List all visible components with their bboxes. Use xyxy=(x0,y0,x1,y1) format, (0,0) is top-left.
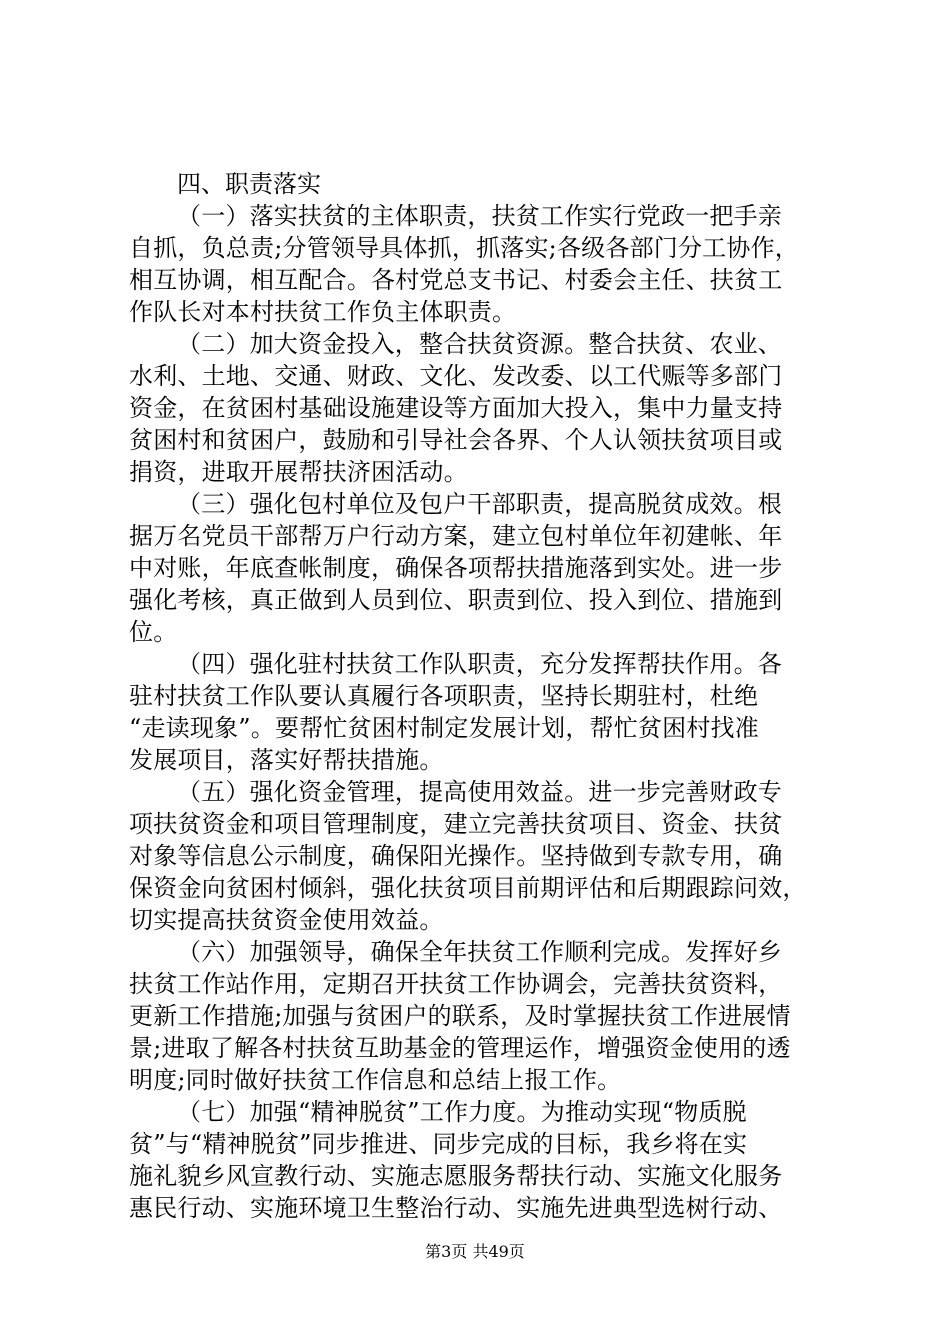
text-line: 强化考核，真正做到人员到位、职责到位、投入到位、措施到 xyxy=(129,586,783,614)
text-line: 水利、土地、交通、财政、文化、发改委、以工代赈等多部门 xyxy=(129,362,783,390)
text-line: 中对账，年底查帐制度，确保各项帮扶措施落到实处。进一步 xyxy=(129,554,783,582)
text-line: （二）加大资金投入，整合扶贫资源。整合扶贫、农业、 xyxy=(177,330,782,358)
text-line: 明度;同时做好扶贫工作信息和总结上报工作。 xyxy=(129,1066,622,1094)
page-number-footer: 第3页 共49页 xyxy=(425,1242,525,1261)
text-line: “走读现象”。要帮忙贫困村制定发展计划，帮忙贫困村找准 xyxy=(129,714,759,742)
text-line: 保资金向贫困村倾斜，强化扶贫项目前期评估和后期跟踪问效， xyxy=(129,874,807,902)
text-line: 切实提高扶贫资金使用效益。 xyxy=(129,906,444,934)
text-line: 更新工作措施;加强与贫困户的联系，及时掌握扶贫工作进展情 xyxy=(129,1002,791,1030)
text-line: 惠民行动、实施环境卫生整治行动、实施先进典型选树行动、 xyxy=(129,1194,783,1222)
text-line: 作队长对本村扶贫工作负主体职责。 xyxy=(129,298,517,326)
text-line: 相互协调，相互配合。各村党总支书记、村委会主任、扶贫工 xyxy=(129,266,783,294)
text-line: 捐资，进取开展帮扶济困活动。 xyxy=(129,458,468,486)
text-line: 资金，在贫困村基础设施建设等方面加大投入，集中力量支持 xyxy=(129,394,783,422)
text-line: 对象等信息公示制度，确保阳光操作。坚持做到专款专用，确 xyxy=(129,842,783,870)
section-heading: 四、职责落实 xyxy=(177,170,321,198)
text-line: 景;进取了解各村扶贫互助基金的管理运作，增强资金使用的透 xyxy=(129,1034,791,1062)
text-line: （七）加强“精神脱贫”工作力度。为推动实现“物质脱 xyxy=(177,1098,747,1126)
text-line: （三）强化包村单位及包户干部职责，提高脱贫成效。根 xyxy=(177,490,782,518)
text-line: 贫困村和贫困户，鼓励和引导社会各界、个人认领扶贫项目或 xyxy=(129,426,783,454)
text-line: 位。 xyxy=(129,618,178,646)
document-body xyxy=(129,168,833,1224)
text-line: （六）加强领导，确保全年扶贫工作顺利完成。发挥好乡 xyxy=(177,938,782,966)
text-line: （五）强化资金管理，提高使用效益。进一步完善财政专 xyxy=(177,778,782,806)
text-line: 扶贫工作站作用，定期召开扶贫工作协调会，完善扶贫资料， xyxy=(129,970,783,998)
text-line: 项扶贫资金和项目管理制度，建立完善扶贫项目、资金、扶贫 xyxy=(129,810,783,838)
paragraph-lines xyxy=(129,200,833,1224)
text-line: 发展项目，落实好帮扶措施。 xyxy=(129,746,444,774)
text-line: （一）落实扶贫的主体职责，扶贫工作实行党政一把手亲 xyxy=(177,202,782,230)
text-line: 自抓，负总责;分管领导具体抓，抓落实;各级各部门分工协作， xyxy=(129,234,799,262)
text-line: 施礼貌乡风宣教行动、实施志愿服务帮扶行动、实施文化服务 xyxy=(129,1162,783,1190)
text-line: 驻村扶贫工作队要认真履行各项职责，坚持长期驻村，杜绝 xyxy=(129,682,759,710)
text-line: 贫”与“精神脱贫”同步推进、同步完成的目标，我乡将在实 xyxy=(129,1130,748,1158)
text-line: （四）强化驻村扶贫工作队职责，充分发挥帮扶作用。各 xyxy=(177,650,782,678)
text-line: 据万名党员干部帮万户行动方案，建立包村单位年初建帐、年 xyxy=(129,522,783,550)
